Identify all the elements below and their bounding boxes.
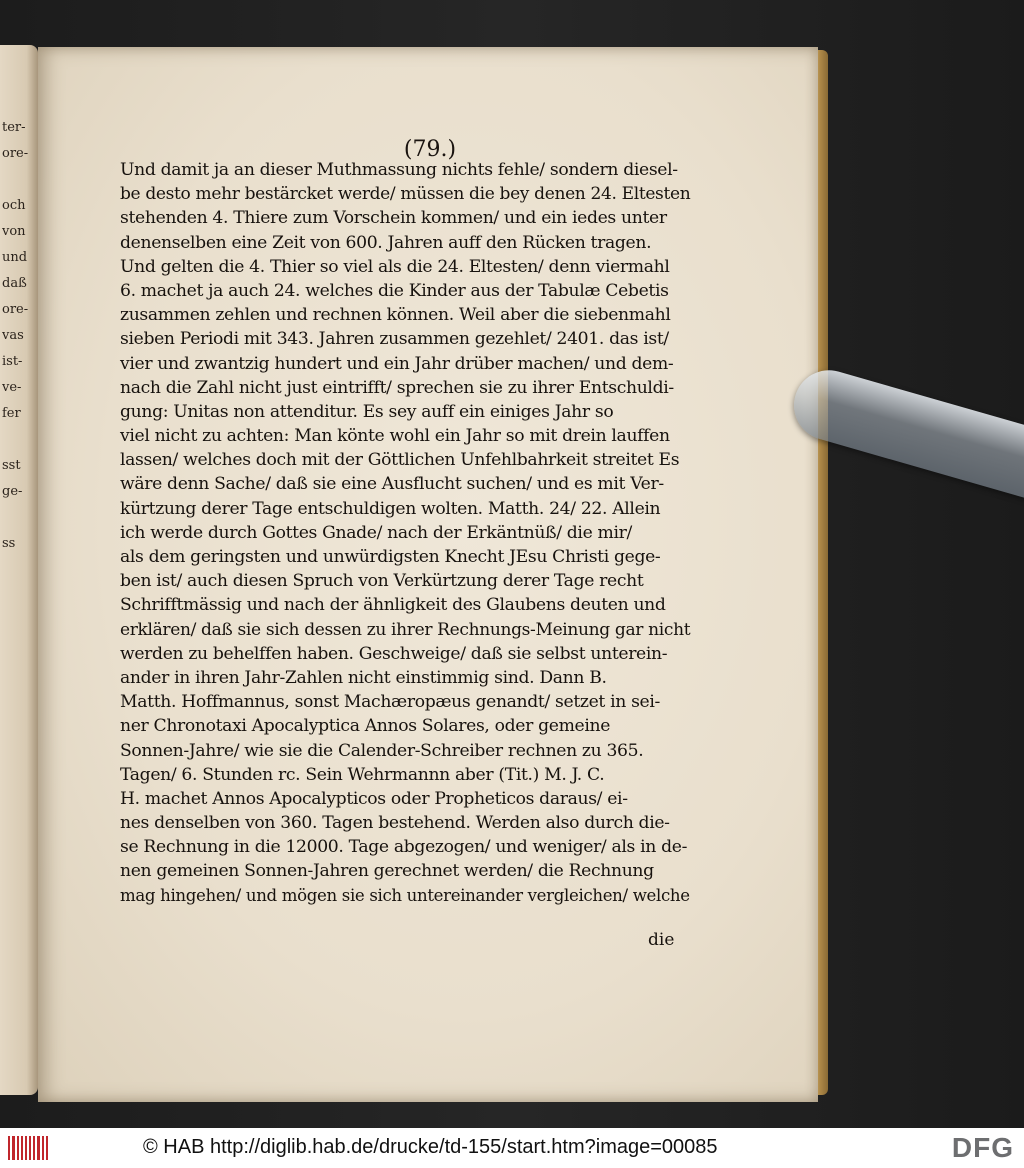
facing-page-fragment: ge-	[2, 484, 23, 499]
text-line: Und gelten die 4. Thier so viel als die 24. Eltesten/ denn viermahl	[120, 256, 670, 277]
text-line: werden zu behelffen haben. Geschweige/ daß sie selbst unterein-	[120, 643, 668, 664]
text-line: lassen/ welches doch mit der Göttlichen Unfehlbahrkeit streitet Es	[120, 450, 680, 471]
facing-page-fragment: och	[2, 198, 26, 213]
facing-page-text	[2, 115, 36, 557]
facing-page-fragment: sst	[2, 458, 21, 473]
dfg-logo: DFG	[951, 1132, 1014, 1163]
text-line: 6. machet ja auch 24. welches die Kinder aus der Tabulæ Cebetis	[120, 280, 669, 301]
text-line: erklären/ daß sie sich dessen zu ihrer Rechnungs-Meinung gar nicht	[120, 619, 691, 640]
text-line: vier und zwantzig hundert und ein Jahr drüber machen/ und dem-	[120, 353, 674, 374]
facing-page	[0, 45, 38, 1095]
text-line: H. machet Annos Apocalypticos oder Propheticos daraus/ ei-	[120, 788, 628, 809]
catchword: die	[648, 930, 675, 950]
text-line: mag hingehen/ und mögen sie sich untereinander vergleichen/ welche	[120, 885, 690, 906]
text-line: Sonnen-Jahre/ wie sie die Calender-Schreiber rechnen zu 365.	[120, 740, 644, 761]
text-line: wäre denn Sache/ daß sie eine Ausflucht suchen/ und es mit Ver-	[120, 474, 664, 495]
text-line: ben ist/ auch diesen Spruch von Verkürtzung derer Tage recht	[120, 571, 644, 592]
text-line: nen gemeinen Sonnen-Jahren gerechnet werden/ die Rechnung	[120, 861, 654, 882]
facing-page-fragment	[2, 427, 36, 453]
footer-bar	[0, 1128, 1024, 1168]
text-line: be desto mehr bestärcket werde/ müssen die bey denen 24. Eltesten	[120, 184, 691, 205]
attribution-link[interactable]: © HAB http://diglib.hab.de/drucke/td-155/start.htm?image=00085	[143, 1136, 718, 1158]
text-line: viel nicht zu achten: Man könte wohl ein Jahr so mit drein lauffen	[120, 426, 670, 447]
text-line: sieben Periodi mit 343. Jahren zusammen gezehlet/ 2401. das ist/	[120, 329, 669, 350]
text-line: als dem geringsten und unwürdigsten Knecht JEsu Christi gege-	[120, 547, 661, 567]
text-line: ich werde durch Gottes Gnade/ nach der Erkäntnüß/ die mir/	[120, 522, 632, 543]
facing-page-fragment: fer	[2, 406, 21, 421]
facing-page-fragment	[2, 505, 36, 531]
facing-page-fragment: ter-	[2, 120, 26, 135]
text-line: zusammen zehlen und rechnen können. Weil aber die siebenmahl	[120, 305, 671, 326]
facing-page-fragment: und	[2, 250, 28, 265]
text-line: gung: Unitas non attenditur. Es sey auff ein einiges Jahr so	[120, 401, 614, 422]
text-line: Und damit ja an dieser Muthmassung nichts fehle/ sondern diesel-	[120, 160, 678, 180]
page-text	[120, 158, 690, 908]
barcode-icon	[8, 1136, 48, 1160]
text-line: stehenden 4. Thiere zum Vorschein kommen/ und ein iedes unter	[120, 208, 667, 229]
text-line: ner Chronotaxi Apocalyptica Annos Solares, oder gemeine	[120, 716, 611, 737]
page-number: (79.)	[403, 137, 457, 162]
text-line: Schrifftmässig und nach der ähnligkeit des Glaubens deuten und	[120, 595, 666, 616]
text-line: kürtzung derer Tage entschuldigen wolten. Matth. 24/ 22. Allein	[120, 498, 661, 519]
facing-page-fragment: ore-	[2, 146, 29, 161]
text-line: nach die Zahl nicht just eintrifft/ sprechen sie zu ihrer Entschuldi-	[120, 377, 674, 398]
facing-page-fragment: ore-	[2, 302, 29, 317]
facing-page-fragment: ss	[2, 536, 16, 551]
text-line: se Rechnung in die 12000. Tage abgezogen/ und weniger/ als in de-	[120, 837, 688, 858]
facing-page-fragment: ist-	[2, 354, 23, 369]
text-line: Tagen/ 6. Stunden rc. Sein Wehrmannn aber (Tit.) M. J. C.	[120, 764, 605, 785]
text-line: Matth. Hoffmannus, sonst Machæropæus genandt/ setzet in sei-	[120, 692, 660, 713]
facing-page-fragment: ve-	[2, 380, 22, 395]
facing-page-fragment: vas	[2, 328, 24, 343]
facing-page-fragment: von	[2, 224, 26, 239]
facing-page-fragment	[2, 167, 36, 193]
facing-page-fragment: daß	[2, 276, 27, 291]
text-line: denenselben eine Zeit von 600. Jahren auff den Rücken tragen.	[120, 232, 652, 253]
text-line: ander in ihren Jahr-Zahlen nicht einstimmig sind. Dann B.	[120, 667, 607, 688]
text-line: nes denselben von 360. Tagen bestehend. Werden also durch die-	[120, 813, 670, 834]
